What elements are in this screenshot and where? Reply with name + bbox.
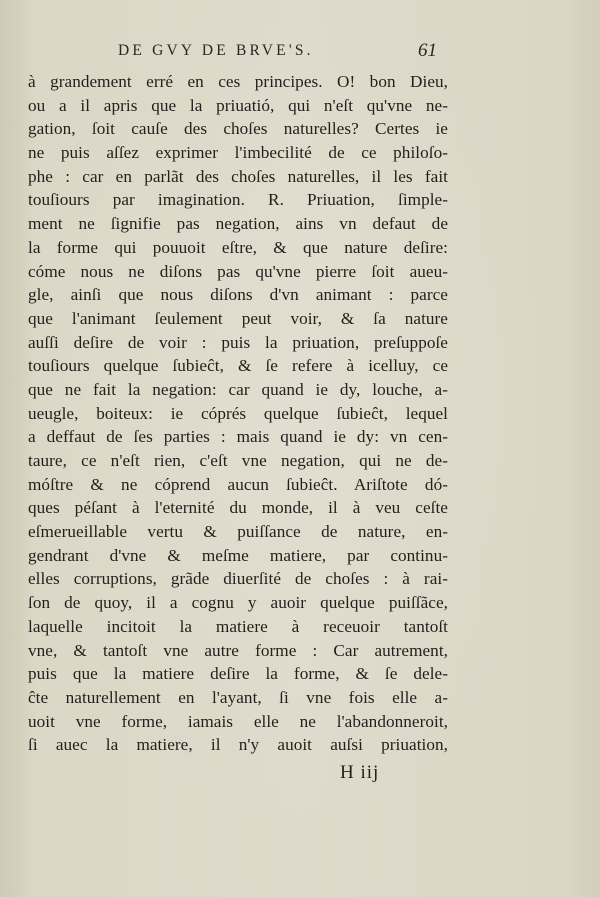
text-line: touſiours par imagination. R. Priuation, ſimple- xyxy=(28,190,448,210)
text-line: uoit vne forme, iamais elle ne l'abandonneroit, xyxy=(28,711,448,731)
text-line: gle, ainſi que nous diſons d'vn animant : parce xyxy=(28,285,448,305)
page-number: 61 xyxy=(418,40,437,61)
text-line: ueugle, boiteux: ie cóprés quelque ſubieĉt, lequel xyxy=(28,403,448,423)
text-line: laquelle incitoit la matiere à receuoir tantoſt xyxy=(28,616,448,636)
text-line: gendrant d'vne & meſme matiere, par continu- xyxy=(28,545,448,565)
text-line: vne, & tantoſt vne autre forme : Car autrement, xyxy=(28,640,448,660)
text-line: phe : car en parlãt des choſes naturelles, il les fait xyxy=(28,166,448,186)
text-line: a deffaut de ſes parties : mais quand ie dy: vn cen- xyxy=(28,427,448,447)
text-line: auſſi deſire de voir : puis la priuation, preſuppoſe xyxy=(28,332,448,352)
text-line: taure, ce n'eſt rien, c'eſt vne negation, qui ne de- xyxy=(28,451,448,470)
text-line: eſmerueillable vertu & puiſſance de nature, en- xyxy=(28,522,448,542)
text-line: cóme nous ne diſons pas qu'vne pierre ſoit aueu- xyxy=(28,261,448,281)
running-title: DE GVY DE BRVE'S. xyxy=(118,42,314,59)
text-line: ment ne ſignifie pas negation, ains vn defaut de xyxy=(28,214,448,234)
text-line: gation, ſoit cauſe des choſes naturelles? Certes ie xyxy=(28,119,448,139)
text-line: elles corruptions, grãde diuerſité de choſes : à rai- xyxy=(28,569,448,589)
text-line: ou a il apris que la priuatió, qui n'eſt qu'vne ne- xyxy=(28,95,448,115)
text-line: ſi auec la matiere, il n'y auoit auſsi priuation, xyxy=(28,735,448,755)
text-line: la forme qui pouuoit eſtre, & que nature deſire: xyxy=(28,237,448,257)
text-line: touſiours quelque ſubieĉt, & ſe refere à icelluy, ce xyxy=(28,356,448,376)
text-line: que ne fait la negation: car quand ie dy, louche, a- xyxy=(28,379,448,399)
text-line: ſon de quoy, il a cognu y auoir quelque puiſſãce, xyxy=(28,593,448,613)
signature-mark: H iij xyxy=(340,762,380,783)
text-line: à grandement erré en ces principes. O! bon Dieu, xyxy=(28,72,448,91)
text-line: que l'animant ſeulement peut voir, & ſa nature xyxy=(28,308,448,328)
text-line: ĉte naturellement en l'ayant, ſi vne fois elle a- xyxy=(28,687,448,707)
body-text xyxy=(28,70,448,757)
text-line: ne puis aſſez exprimer l'imbecilité de ce philoſo- xyxy=(28,143,448,163)
text-line: ques péſant à l'eternité du monde, il à veu ceſte xyxy=(28,498,448,518)
text-line: móſtre & ne cóprend aucun ſubieĉt. Ariſtote dó- xyxy=(28,474,448,494)
text-line: puis que la matiere deſire la forme, & ſe dele- xyxy=(28,664,448,684)
